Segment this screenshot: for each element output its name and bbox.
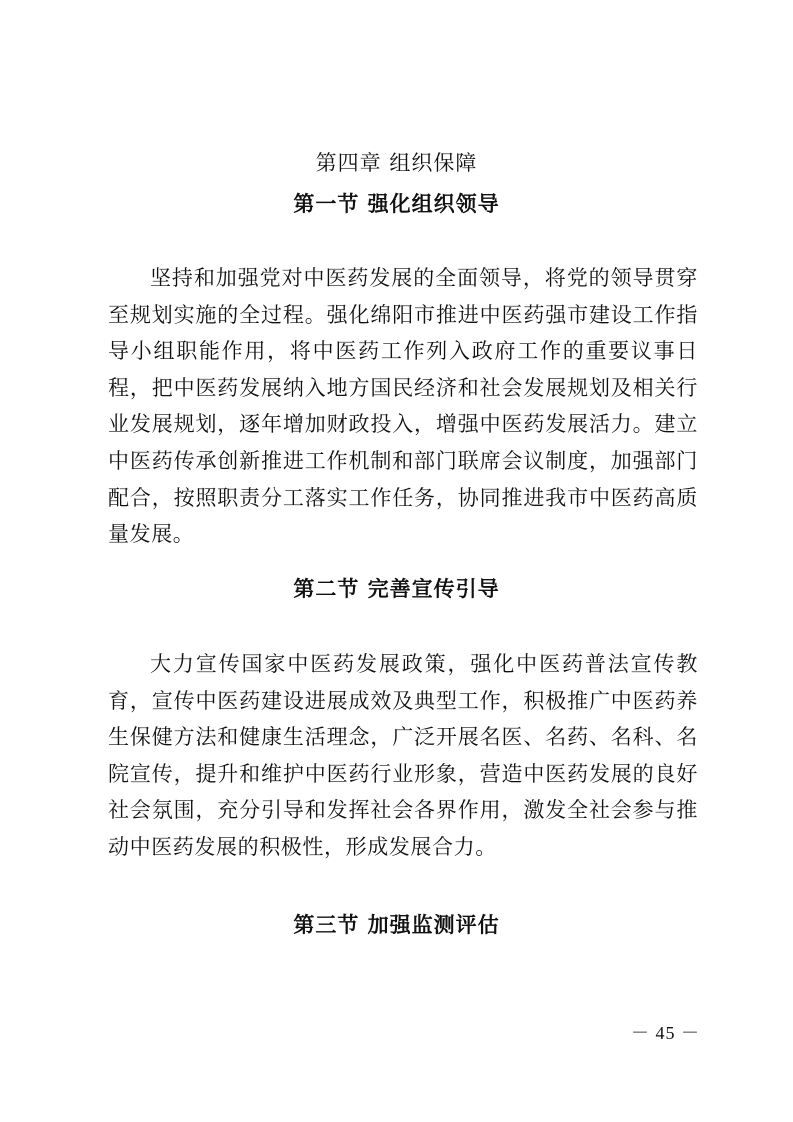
page-number: － 45 － xyxy=(631,1023,700,1043)
section-2-paragraph: 大力宣传国家中医药发展政策，强化中医药普法宣传教育，宣传中医药建设进展成效及典型工作，积极推广中医药养生保健方法和健康生活理念，广泛开展名医、名药、名科、名院宣传，提升和维护中医药行业形象，营造中医药发展的良好社会氛围，充分引导和发挥社会各界作用，激发全社会参与推动中医药发展的积极性，形成发展合力。 xyxy=(108,652,698,859)
chapter-title: 第四章 组织保障 xyxy=(315,151,478,175)
section-title-1: 第一节 强化组织领导 xyxy=(293,192,500,216)
section-1-paragraph: 坚持和加强党对中医药发展的全面领导，将党的领导贯穿至规划实施的全过程。强化绵阳市推进中医药强市建设工作指导小组职能作用，将中医药工作列入政府工作的重要议事日程，把中医药发展纳入地方国民经济和社会发展规划及相关行业发展规划，逐年增加财政投入，增强中医药发展活力。建立中医药传承创新推进工作机制和部门联席会议制度，加强部门配合，按照职责分工落实工作任务，协同推进我市中医药高质量发展。 xyxy=(108,266,698,547)
section-title-3: 第三节 加强监测评估 xyxy=(293,913,500,937)
section-title-2: 第二节 完善宣传引导 xyxy=(293,577,500,601)
